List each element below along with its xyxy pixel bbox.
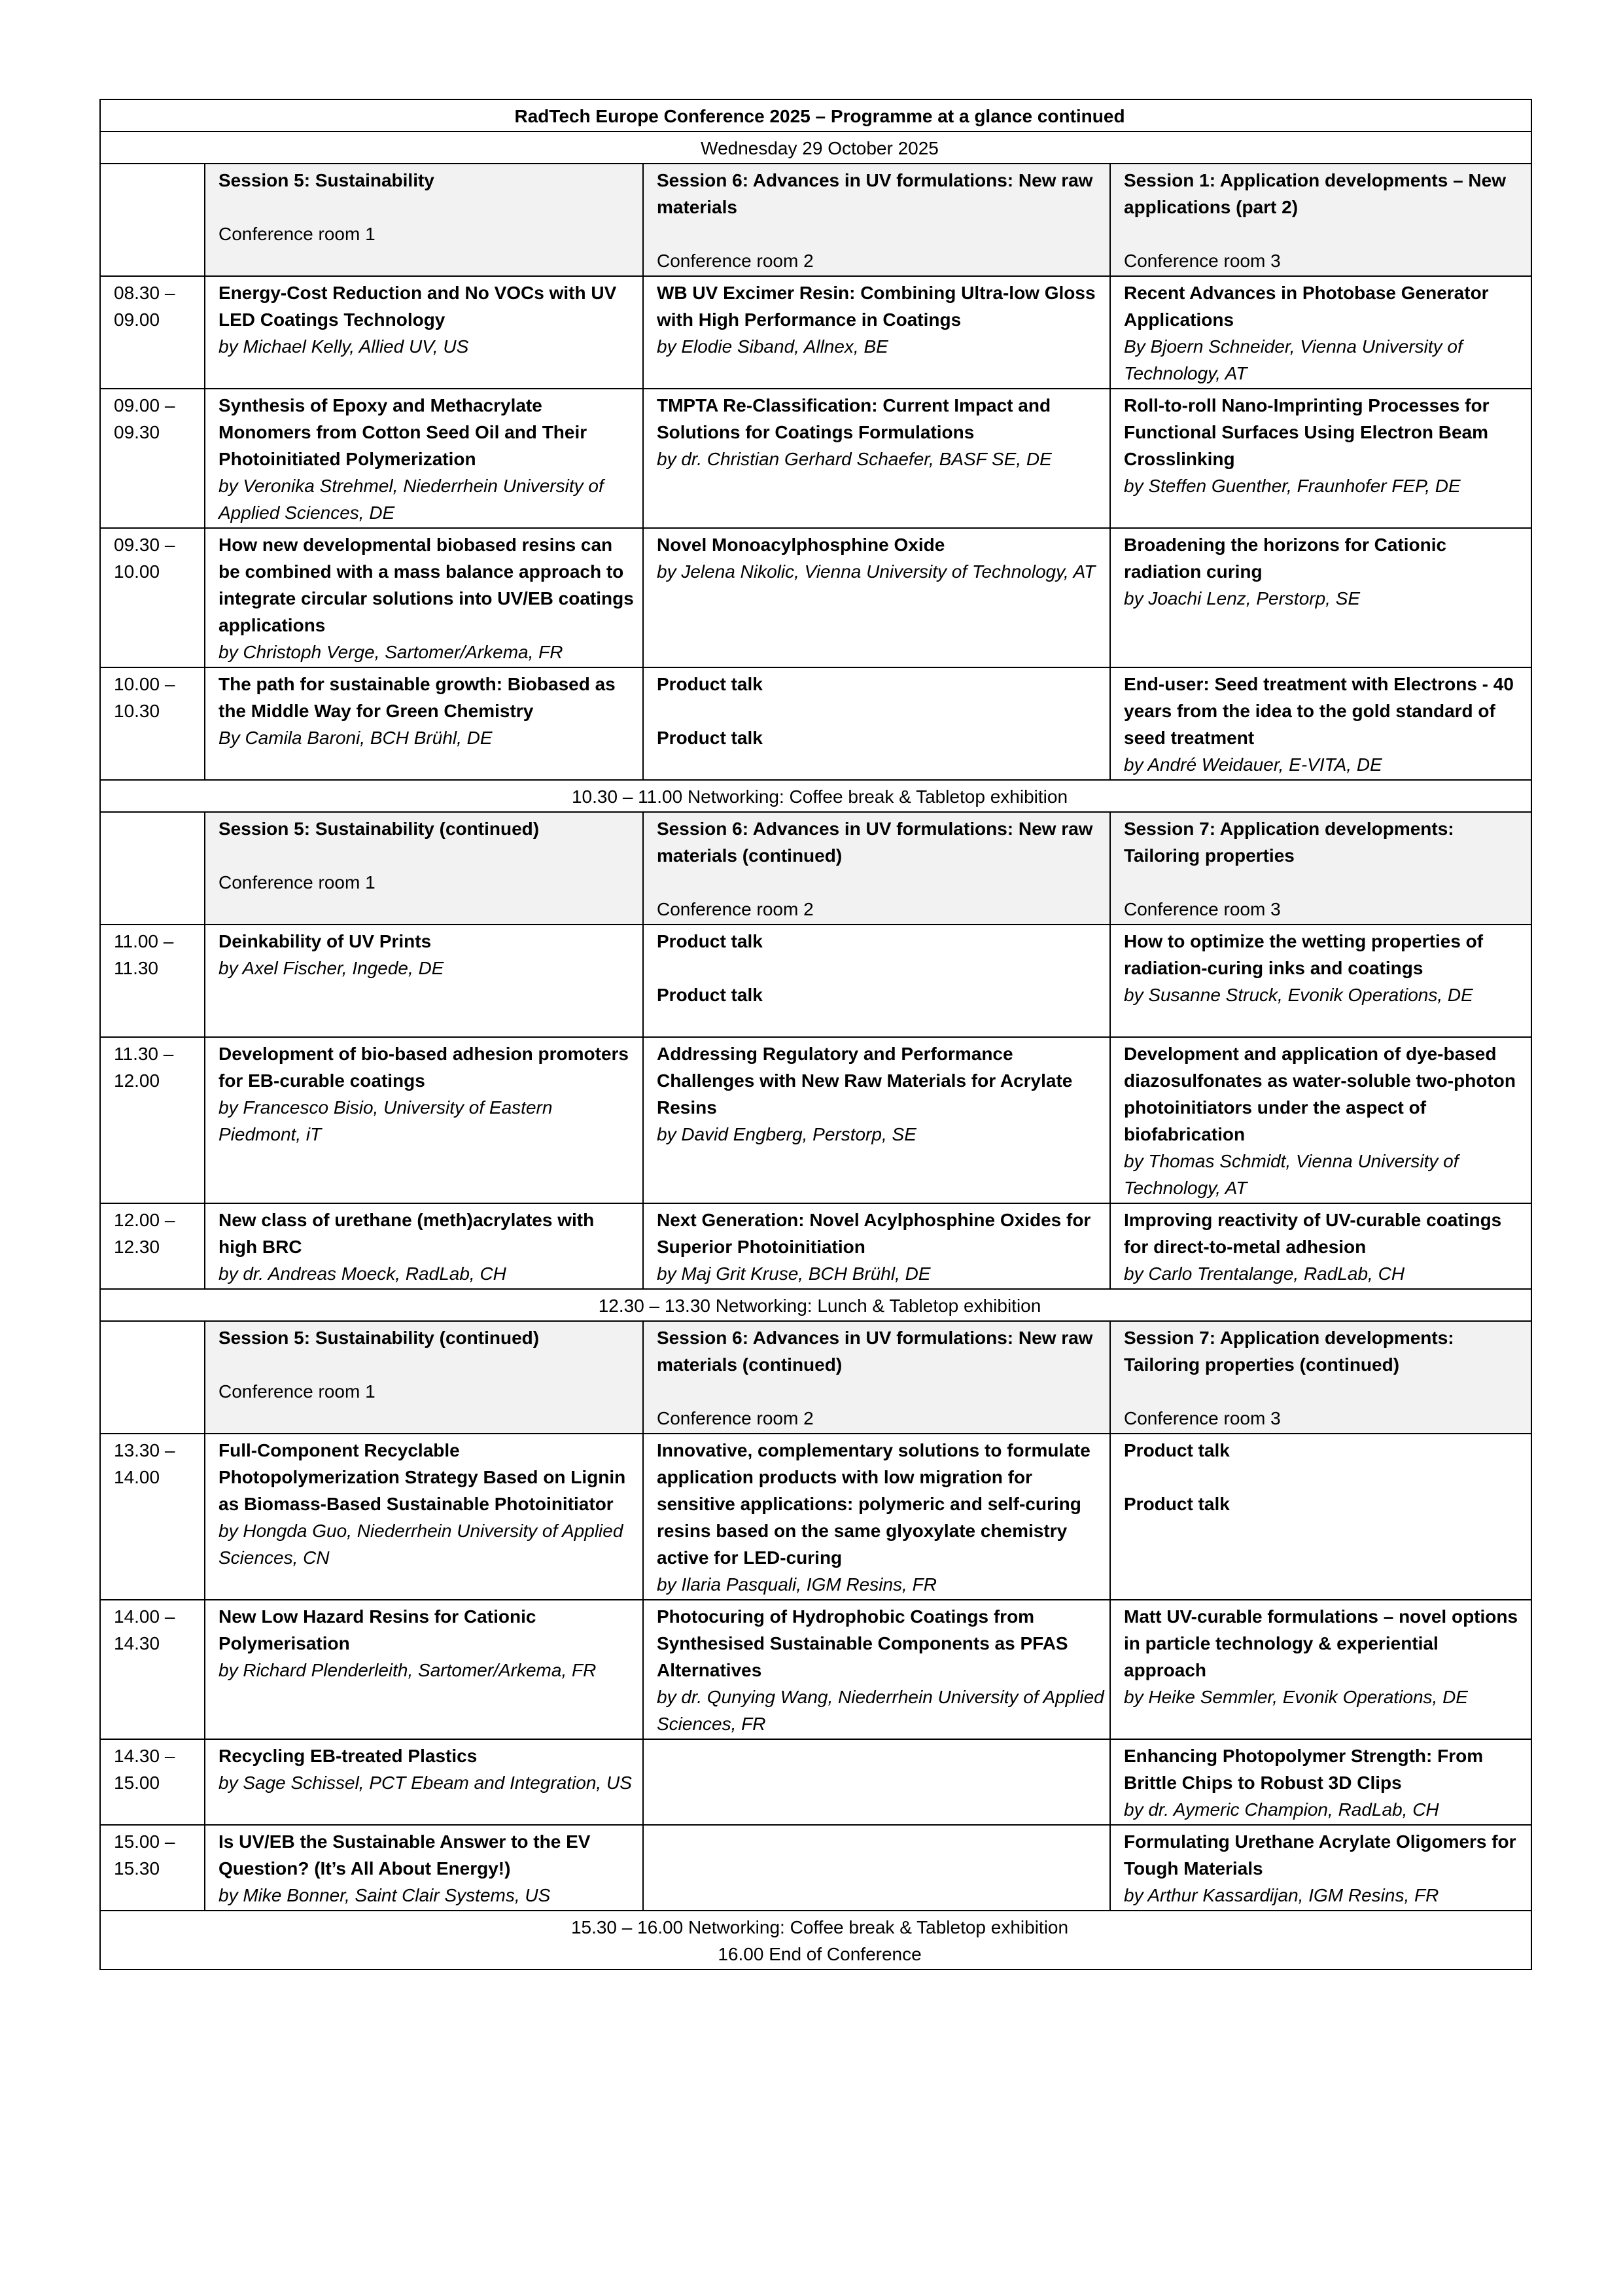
time-start: 08.30 – — [114, 283, 175, 303]
talk-title: Broadening the horizons for Cationic radiation curing — [1124, 535, 1447, 582]
session-room: Conference room 3 — [1124, 251, 1281, 271]
session-title: Session 5: Sustainability — [218, 170, 434, 190]
session-header — [205, 164, 643, 276]
talk-cell — [1110, 1203, 1531, 1289]
session-room: Conference room 2 — [657, 899, 814, 919]
session-room: Conference room 2 — [657, 251, 814, 271]
talk-cell — [1110, 1825, 1531, 1911]
time-end: 15.30 — [114, 1858, 160, 1879]
title-row — [100, 99, 1531, 132]
break-row — [100, 1911, 1531, 1969]
talk-author: by André Weidauer, E-VITA, DE — [1124, 754, 1382, 775]
closing-block — [100, 1911, 1531, 1969]
product-talk-cell — [1110, 1434, 1531, 1600]
talk-title: Is UV/EB the Sustainable Answer to the EV Question? (It’s All About Energy!) — [218, 1831, 591, 1879]
break-row — [100, 1289, 1531, 1321]
talk-author: by Richard Plenderleith, Sartomer/Arkema, FR — [218, 1660, 597, 1680]
talk-cell — [1110, 528, 1531, 667]
programme-table — [99, 99, 1532, 1970]
time-start: 09.00 – — [114, 395, 175, 415]
time-end: 14.00 — [114, 1467, 160, 1487]
talk-title: New class of urethane (meth)acrylates with high BRC — [218, 1210, 595, 1257]
talk-title: Next Generation: Novel Acylphosphine Oxides for Superior Photoinitiation — [657, 1210, 1091, 1257]
talk-cell — [205, 1203, 643, 1289]
time-slot — [100, 276, 205, 389]
talk-author: by Axel Fischer, Ingede, DE — [218, 958, 444, 978]
talk-cell — [205, 1434, 643, 1600]
time-start: 13.30 – — [114, 1440, 175, 1460]
time-end: 15.00 — [114, 1773, 160, 1793]
session-header — [1110, 1321, 1531, 1434]
session-room: Conference room 3 — [1124, 1408, 1281, 1428]
talk-title: Development and application of dye-based diazosulfonates as water-soluble two-photon photoinitiators under the aspect of biofabrication — [1124, 1044, 1516, 1144]
talk-title: End-user: Seed treatment with Electrons - 40 years from the idea to the gold standard of seed treatment — [1124, 674, 1514, 748]
time-start: 14.30 – — [114, 1746, 175, 1766]
talk-cell — [205, 667, 643, 780]
time-end: 12.30 — [114, 1237, 160, 1257]
talk-author: by dr. Andreas Moeck, RadLab, CH — [218, 1263, 506, 1284]
time-end: 09.00 — [114, 309, 160, 330]
session-room: Conference room 1 — [218, 1381, 375, 1402]
talk-row — [100, 1600, 1531, 1739]
talk-author: by Mike Bonner, Saint Clair Systems, US — [218, 1885, 551, 1905]
session-header — [643, 164, 1110, 276]
talk-title: WB UV Excimer Resin: Combining Ultra-low Gloss with High Performance in Coatings — [657, 283, 1096, 330]
talk-cell — [205, 1825, 643, 1911]
product-talk: Product talk — [657, 985, 763, 1005]
product-talk: Product talk — [657, 674, 763, 694]
time-start: 12.00 – — [114, 1210, 175, 1230]
talk-row — [100, 1203, 1531, 1289]
end-of-conference: 16.00 End of Conference — [718, 1944, 922, 1964]
conference-date: Wednesday 29 October 2025 — [100, 132, 1531, 164]
time-slot — [100, 1600, 205, 1739]
time-slot — [100, 667, 205, 780]
talk-author: By Bjoern Schneider, Vienna University of Technology, AT — [1124, 336, 1463, 383]
talk-cell — [643, 1037, 1110, 1203]
session-header — [643, 1321, 1110, 1434]
product-talk: Product talk — [657, 728, 763, 748]
session-header-row — [100, 164, 1531, 276]
time-end: 10.00 — [114, 561, 160, 582]
talk-title: Energy-Cost Reduction and No VOCs with UV LED Coatings Technology — [218, 283, 617, 330]
talk-author: by Steffen Guenther, Fraunhofer FEP, DE — [1124, 476, 1461, 496]
talk-author: by dr. Qunying Wang, Niederrhein University of Applied Sciences, FR — [657, 1687, 1104, 1734]
time-start: 09.30 – — [114, 535, 175, 555]
time-start: 15.00 – — [114, 1831, 175, 1852]
talk-author: by Susanne Struck, Evonik Operations, DE — [1124, 985, 1473, 1005]
talk-cell — [643, 389, 1110, 528]
time-end: 09.30 — [114, 422, 160, 442]
talk-title: Deinkability of UV Prints — [218, 931, 432, 951]
talk-cell — [1110, 1739, 1531, 1825]
session-header — [643, 812, 1110, 925]
talk-cell — [205, 528, 643, 667]
talk-author: by Ilaria Pasquali, IGM Resins, FR — [657, 1574, 937, 1595]
talk-cell — [1110, 925, 1531, 1037]
time-slot — [100, 1203, 205, 1289]
talk-author: by Jelena Nikolic, Vienna University of Technology, AT — [657, 561, 1096, 582]
session-title: Session 5: Sustainability (continued) — [218, 1328, 540, 1348]
talk-title: Photocuring of Hydrophobic Coatings from Synthesised Sustainable Components as PFAS Alternatives — [657, 1606, 1068, 1680]
session-title: Session 1: Application developments – New applications (part 2) — [1124, 170, 1506, 217]
product-talk-cell — [643, 925, 1110, 1037]
talk-row — [100, 528, 1531, 667]
talk-row — [100, 667, 1531, 780]
session-title: Session 7: Application developments: Tailoring properties — [1124, 819, 1454, 866]
page-title: RadTech Europe Conference 2025 – Programme at a glance continued — [100, 99, 1531, 132]
talk-cell — [205, 925, 643, 1037]
coffee-break: 10.30 – 11.00 Networking: Coffee break & Tabletop exhibition — [100, 780, 1531, 812]
session-room: Conference room 1 — [218, 872, 375, 892]
talk-title: Improving reactivity of UV-curable coatings for direct-to-metal adhesion — [1124, 1210, 1502, 1257]
session-header — [1110, 164, 1531, 276]
talk-title: Matt UV-curable formulations – novel options in particle technology & experiential approach — [1124, 1606, 1518, 1680]
talk-author: by Carlo Trentalange, RadLab, CH — [1124, 1263, 1405, 1284]
time-slot — [100, 1037, 205, 1203]
time-cell-empty — [100, 164, 205, 276]
session-title: Session 7: Application developments: Tailoring properties (continued) — [1124, 1328, 1454, 1375]
product-talk-cell — [643, 667, 1110, 780]
programme-body — [100, 99, 1531, 1969]
talk-cell — [643, 528, 1110, 667]
talk-author: by Hongda Guo, Niederrhein University of Applied Sciences, CN — [218, 1521, 623, 1568]
time-slot — [100, 528, 205, 667]
talk-cell — [205, 276, 643, 389]
talk-row — [100, 1739, 1531, 1825]
talk-title: Full-Component Recyclable Photopolymerization Strategy Based on Lignin as Biomass-Based Sustainable Photoinitiator — [218, 1440, 626, 1514]
talk-title: Formulating Urethane Acrylate Oligomers for Tough Materials — [1124, 1831, 1516, 1879]
talk-cell — [643, 1434, 1110, 1600]
empty-cell — [643, 1825, 1110, 1911]
talk-title: Novel Monoacylphosphine Oxide — [657, 535, 945, 555]
talk-cell — [205, 1739, 643, 1825]
session-title: Session 5: Sustainability (continued) — [218, 819, 540, 839]
talk-author: by Veronika Strehmel, Niederrhein University of Applied Sciences, DE — [218, 476, 604, 523]
session-header-row — [100, 812, 1531, 925]
session-room: Conference room 3 — [1124, 899, 1281, 919]
talk-row — [100, 1825, 1531, 1911]
talk-title: Addressing Regulatory and Performance Challenges with New Raw Materials for Acrylate Resins — [657, 1044, 1073, 1118]
session-header — [205, 1321, 643, 1434]
talk-author: by Joachi Lenz, Perstorp, SE — [1124, 588, 1361, 609]
date-row — [100, 132, 1531, 164]
talk-cell — [1110, 1600, 1531, 1739]
talk-cell — [643, 276, 1110, 389]
talk-title: Enhancing Photopolymer Strength: From Brittle Chips to Robust 3D Clips — [1124, 1746, 1484, 1793]
talk-author: By Camila Baroni, BCH Brühl, DE — [218, 728, 493, 748]
session-title: Session 6: Advances in UV formulations: New raw materials (continued) — [657, 1328, 1093, 1375]
talk-title: Innovative, complementary solutions to formulate application products with low migration for sensitive applications: polymeric and self-curing resins based on the same glyoxylate chemistry active for LED-curing — [657, 1440, 1091, 1568]
session-title: Session 6: Advances in UV formulations: New raw materials — [657, 170, 1093, 217]
talk-cell — [643, 1203, 1110, 1289]
time-end: 12.00 — [114, 1070, 160, 1091]
time-start: 14.00 – — [114, 1606, 175, 1627]
talk-row — [100, 1434, 1531, 1600]
talk-title: The path for sustainable growth: Biobased as the Middle Way for Green Chemistry — [218, 674, 616, 721]
talk-cell — [1110, 389, 1531, 528]
time-start: 10.00 – — [114, 674, 175, 694]
product-talk: Product talk — [657, 931, 763, 951]
session-room: Conference room 2 — [657, 1408, 814, 1428]
time-cell-empty — [100, 1321, 205, 1434]
talk-author: by Elodie Siband, Allnex, BE — [657, 336, 888, 357]
talk-author: by Arthur Kassardijan, IGM Resins, FR — [1124, 1885, 1439, 1905]
talk-author: by Francesco Bisio, University of Eastern Piedmont, iT — [218, 1097, 553, 1144]
spacer — [657, 1008, 1104, 1035]
talk-cell — [205, 1037, 643, 1203]
talk-author: by Michael Kelly, Allied UV, US — [218, 336, 469, 357]
talk-title: Recent Advances in Photobase Generator Applications — [1124, 283, 1489, 330]
talk-author: by David Engberg, Perstorp, SE — [657, 1124, 916, 1144]
lunch-break: 12.30 – 13.30 Networking: Lunch & Tabletop exhibition — [100, 1289, 1531, 1321]
time-slot — [100, 1825, 205, 1911]
time-end: 14.30 — [114, 1633, 160, 1653]
session-title: Session 6: Advances in UV formulations: New raw materials (continued) — [657, 819, 1093, 866]
talk-title: New Low Hazard Resins for Cationic Polymerisation — [218, 1606, 536, 1653]
talk-cell — [1110, 667, 1531, 780]
talk-cell — [205, 1600, 643, 1739]
talk-title: TMPTA Re-Classification: Current Impact and Solutions for Coatings Formulations — [657, 395, 1051, 442]
product-talk: Product talk — [1124, 1494, 1230, 1514]
talk-cell — [1110, 1037, 1531, 1203]
time-slot — [100, 389, 205, 528]
talk-title: How new developmental biobased resins can be combined with a mass balance approach to integrate circular solutions into UV/EB coatings applications — [218, 535, 634, 635]
time-end: 11.30 — [114, 958, 158, 978]
talk-cell — [643, 1600, 1110, 1739]
talk-title: Recycling EB-treated Plastics — [218, 1746, 478, 1766]
time-slot — [100, 1739, 205, 1825]
talk-cell — [1110, 276, 1531, 389]
talk-title: Development of bio-based adhesion promoters for EB-curable coatings — [218, 1044, 629, 1091]
time-cell-empty — [100, 812, 205, 925]
talk-author: by Christoph Verge, Sartomer/Arkema, FR — [218, 642, 563, 662]
session-header — [205, 812, 643, 925]
session-header — [1110, 812, 1531, 925]
talk-author: by Heike Semmler, Evonik Operations, DE — [1124, 1687, 1468, 1707]
time-start: 11.00 – — [114, 931, 174, 951]
talk-author: by dr. Aymeric Champion, RadLab, CH — [1124, 1799, 1439, 1820]
talk-row — [100, 389, 1531, 528]
product-talk: Product talk — [1124, 1440, 1230, 1460]
talk-row — [100, 276, 1531, 389]
talk-author: by Sage Schissel, PCT Ebeam and Integration, US — [218, 1773, 632, 1793]
time-start: 11.30 – — [114, 1044, 174, 1064]
session-room: Conference room 1 — [218, 224, 375, 244]
talk-cell — [205, 389, 643, 528]
talk-author: by dr. Christian Gerhard Schaefer, BASF SE, DE — [657, 449, 1052, 469]
talk-row — [100, 1037, 1531, 1203]
talk-title: How to optimize the wetting properties of radiation-curing inks and coatings — [1124, 931, 1484, 978]
time-slot — [100, 1434, 205, 1600]
talk-title: Synthesis of Epoxy and Methacrylate Monomers from Cotton Seed Oil and Their Photoinitiated Polymerization — [218, 395, 587, 469]
talk-author: by Maj Grit Kruse, BCH Brühl, DE — [657, 1263, 931, 1284]
session-header-row — [100, 1321, 1531, 1434]
time-slot — [100, 925, 205, 1037]
talk-author: by Thomas Schmidt, Vienna University of Technology, AT — [1124, 1151, 1459, 1198]
talk-title: Roll-to-roll Nano-Imprinting Processes for Functional Surfaces Using Electron Beam Crosslinking — [1124, 395, 1490, 469]
empty-cell — [643, 1739, 1110, 1825]
time-end: 10.30 — [114, 701, 160, 721]
coffee-break: 15.30 – 16.00 Networking: Coffee break & Tabletop exhibition — [570, 1917, 1069, 1937]
break-row — [100, 780, 1531, 812]
talk-row — [100, 925, 1531, 1037]
